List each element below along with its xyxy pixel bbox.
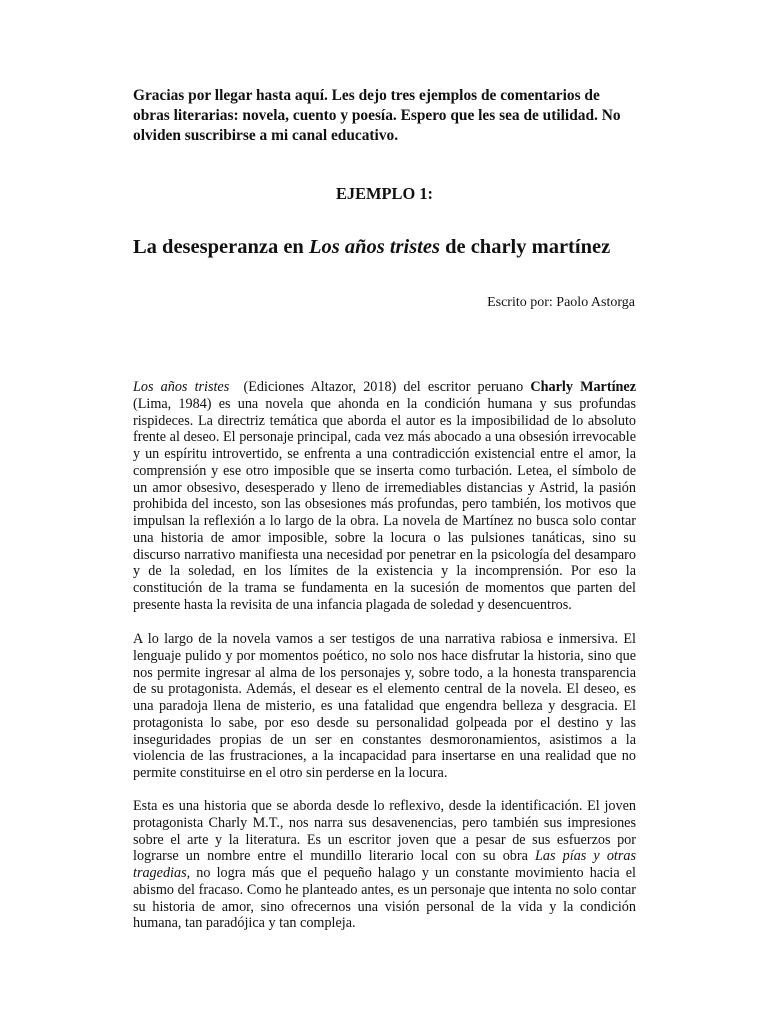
body-paragraph-1 [133,379,636,614]
intro-paragraph: Gracias por llegar hasta aquí. Les dejo tres ejemplos de comentarios de obras literarias: novela, cuento y poesía. Espero que les sea de utilidad. No olviden suscribirse a mi canal educativo. [133,87,621,144]
essay-title-end: de charly martínez [439,236,611,258]
p3-segment-2: , no logra más que el pequeño halago y un constante movimiento hacia el abismo del fracaso. Como he planteado antes, es un personaje que intenta no solo contar su historia de amor, sino ofrecernos una visión personal de la vida y la condición humana, tan paradójica y tan compleja. [133,865,636,932]
byline: Escrito por: Paolo Astorga [487,295,635,310]
work-title-italic: Las pías y otras tragedias [133,848,636,881]
p1-segment-2: (Lima, 1984) es una novela que ahonda en la condición humana y sus profundas rispideces. La directriz temática que aborda el autor es la imposibilidad de lo absoluto frente al deseo. El personaje principal, cada vez más abocado a una obsesión irrevocable y un espíritu introvertido, se enfrenta a una contradicción existencial entre el amor, la comprensión y ese otro imposible que se inserta como turbación. Letea, el símbolo de un amor obsesivo, desesperado y lleno de irremediables distancias y Astrid, la pasión prohibida del incesto, son las obsesiones más profundas, pero también, los motivos que impulsan la reflexión a lo largo de la obra. La novela de Martínez no busca solo contar una historia de amor imposible, sobre la locura o las pulsiones tanáticas, sino su discurso narrativo manifiesta una necesidad por penetrar en la psicología del desamparo y de la soledad, en los límites de la existencia y la incomprensión. Por eso la constitución de la trama se fundamenta en la sucesión de momentos que parten del presente hasta la revisita de una infancia plagada de soledad y desencuentros. [133,395,636,613]
p3-segment-1: Esta es una historia que se aborda desde lo reflexivo, desde la identificación. El joven protagonista Charly M.T., nos narra sus desavenencias, pero también sus impresiones sobre el arte y la literatura. Es un escritor joven que a pesar de sus esfuerzos por lograrse un nombre entre el mundillo literario local con su obra [133,798,636,865]
essay-title-book: Los años tristes [308,236,440,258]
book-title-italic: Los años tristes [133,379,230,395]
essay-title-start: La desesperanza en [133,236,309,258]
body-paragraph-2: A lo largo de la novela vamos a ser testigos de una narrativa rabiosa e inmersiva. El lenguaje pulido y por momentos poético, no solo nos hace disfrutar la historia, sino que nos permite ingresar al alma de los personajes y, sobre todo, a la honesta transparencia de su protagonista. Además, el desear es el elemento central de la novela. El deseo, es una paradoja llena de misterio, es una fatalidad que engendra belleza y desgracia. El protagonista lo sabe, por eso desde su personalidad golpeada por el destino y las inseguridades propias de un ser en constantes desmoronamientos, asistimos a la violencia de las frustraciones, a la incapacidad para insertarse en una realidad que no permite constituirse en el otro sin perderse en la locura. [133,631,636,781]
body-paragraph-3 [133,798,636,932]
p1-segment-1: (Ediciones Altazor, 2018) del escritor peruano [229,379,531,395]
author-name-bold: Charly Martínez [530,379,636,395]
example-heading: EJEMPLO 1: [336,184,433,203]
essay-title [133,236,653,259]
